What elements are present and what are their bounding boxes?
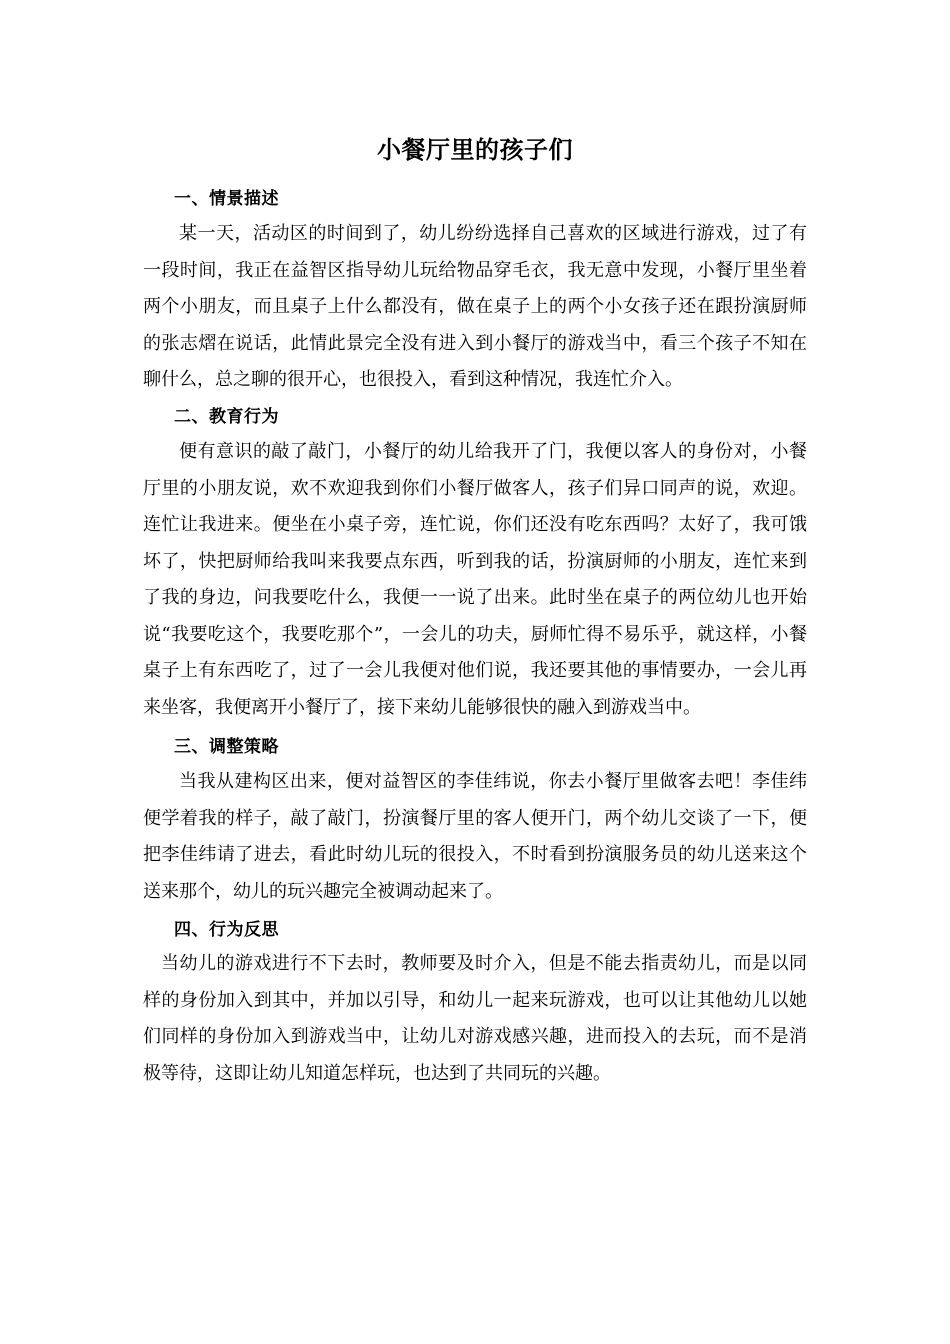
document-title: 小餐厅里的孩子们 — [377, 135, 573, 164]
section-heading-strategy: 三、调整策略 — [174, 737, 279, 757]
section-paragraph-education: 便有意识的敲了敲门，小餐厅的幼儿给我开了门，我便以客人的身份对，小餐厅里的小朋友说，欢不欢迎我到你们小餐厅做客人，孩子们异口同声的说，欢迎。连忙让我进来。便坐在小桌子旁，连忙说，你们还没有吃东西吗？太好了，我可饿坏了，快把厨师给我叫来我要点东西，听到我的话，扮演厨师的小朋友，连忙来到了我的身边，问我要吃什么，我便一一说了出来。此时坐在桌子的两位幼儿也开始说“我要吃这个，我要吃那个”，一会儿的功夫，厨师忙得不易乐乎，就这样，小餐桌子上有东西吃了，过了一会儿我便对他们说，我还要其他的事情要办，一会儿再来坐客，我便离开小餐厅了，接下来幼儿能够很快的融入到游戏当中。 — [143, 441, 807, 718]
section-heading-scenario: 一、情景描述 — [174, 189, 279, 209]
section-paragraph-reflection: 当幼儿的游戏进行不下去时，教师要及时介入，但是不能去指责幼儿，而是以同样的身份加入到其中，并加以引导，和幼儿一起来玩游戏，也可以让其他幼儿以她们同样的身份加入到游戏当中，让幼儿对游戏感兴趣，进而投入的去玩，而不是消极等待，这即让幼儿知道怎样玩，也达到了共同玩的兴趣。 — [143, 953, 807, 1084]
section-heading-reflection: 四、行为反思 — [174, 920, 279, 940]
section-heading-education: 二、教育行为 — [174, 407, 279, 427]
section-paragraph-scenario: 某一天，活动区的时间到了，幼儿纷纷选择自己喜欢的区域进行游戏，过了有一段时间，我正在益智区指导幼儿玩给物品穿毛衣，我无意中发现，小餐厅里坐着两个小朋友，而且桌子上什么都没有，做在桌子上的两个小女孩子还在跟扮演厨师的张志熠在说话，此情此景完全没有进入到小餐厅的游戏当中，看三个孩子不知在聊什么，总之聊的很开心，也很投入，看到这种情况，我连忙介入。 — [143, 223, 807, 390]
section-paragraph-strategy: 当我从建构区出来，便对益智区的李佳纬说，你去小餐厅里做客去吧！李佳纬便学着我的样子，敲了敲门，扮演餐厅里的客人便开门，两个幼儿交谈了一下，便把李佳纬请了进去，看此时幼儿玩的很投入，不时看到扮演服务员的幼儿送来这个送来那个，幼儿的玩兴趣完全被调动起来了。 — [143, 771, 807, 902]
